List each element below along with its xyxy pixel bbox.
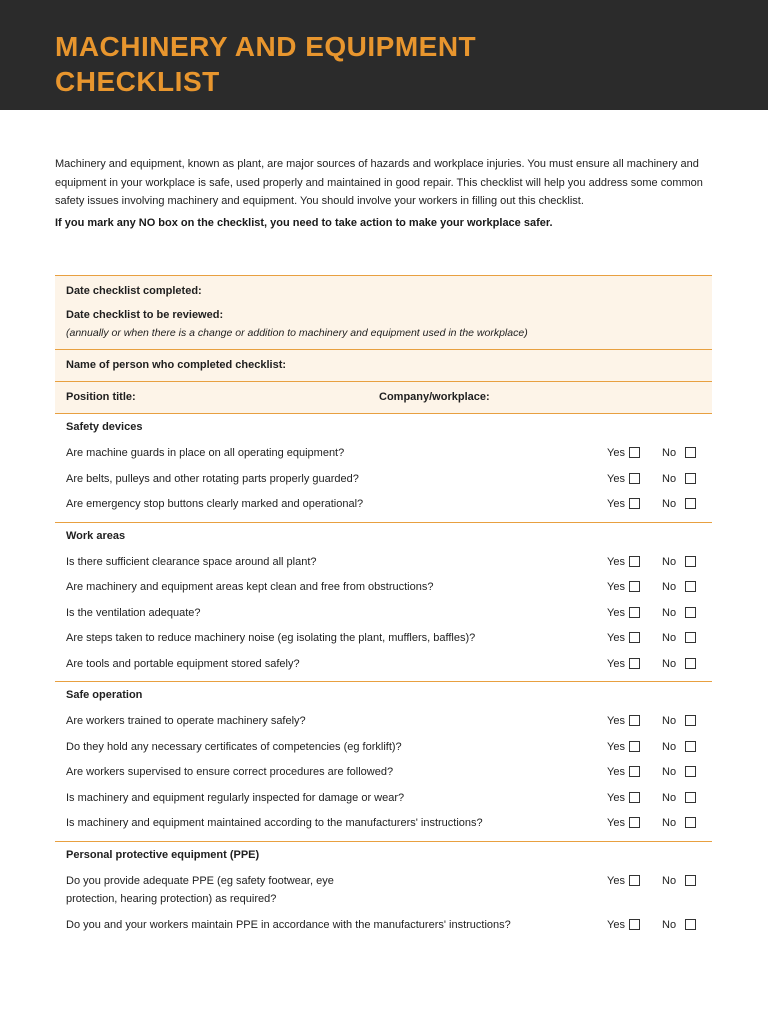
section-work-areas xyxy=(55,523,712,683)
question-text: Do you provide adequate PPE (eg safety footwear, eye protection, hearing protection) as required? xyxy=(66,874,334,905)
question-row xyxy=(55,550,712,576)
no-label: No xyxy=(662,632,677,644)
yes-label: Yes xyxy=(607,498,625,510)
name-label: Name of person who completed checklist: xyxy=(66,359,287,371)
yes-label: Yes xyxy=(607,657,625,670)
no-checkbox[interactable] xyxy=(685,766,696,777)
no-label: No xyxy=(662,766,677,778)
yes-label: Yes xyxy=(607,766,625,778)
question-text: Are machinery and equipment areas kept clean and free from obstructions? xyxy=(66,581,434,593)
yes-label: Yes xyxy=(607,874,625,887)
info-position xyxy=(55,382,712,414)
no-checkbox[interactable] xyxy=(685,581,696,592)
yes-label: Yes xyxy=(607,447,625,459)
yes-checkbox[interactable] xyxy=(629,766,640,777)
no-label: No xyxy=(662,817,677,829)
no-checkbox[interactable] xyxy=(685,875,696,886)
yes-checkbox[interactable] xyxy=(629,875,640,886)
no-checkbox[interactable] xyxy=(685,741,696,752)
section-safety-devices xyxy=(55,414,712,523)
no-checkbox[interactable] xyxy=(685,498,696,509)
info-dates xyxy=(55,276,712,350)
no-label: No xyxy=(662,447,677,459)
yes-checkbox[interactable] xyxy=(629,792,640,803)
question-row xyxy=(55,869,712,913)
no-checkbox[interactable] xyxy=(685,607,696,618)
question-row xyxy=(55,626,712,652)
yes-label: Yes xyxy=(607,817,625,829)
question-text: Are workers trained to operate machinery safely? xyxy=(66,715,306,727)
no-label: No xyxy=(662,918,677,931)
yes-checkbox[interactable] xyxy=(629,556,640,567)
yes-checkbox[interactable] xyxy=(629,607,640,618)
no-checkbox[interactable] xyxy=(685,447,696,458)
info-name xyxy=(55,350,712,382)
yes-label: Yes xyxy=(607,632,625,644)
section-title: Personal protective equipment (PPE) xyxy=(66,848,260,861)
question-row xyxy=(55,467,712,493)
yes-label: Yes xyxy=(607,918,625,931)
yes-checkbox[interactable] xyxy=(629,715,640,726)
question-text: Is machinery and equipment regularly inspected for damage or wear? xyxy=(66,791,405,804)
no-checkbox[interactable] xyxy=(685,715,696,726)
yes-label: Yes xyxy=(607,740,625,753)
question-row xyxy=(55,575,712,601)
no-checkbox[interactable] xyxy=(685,658,696,669)
title-line-1: MACHINERY AND EQUIPMENT xyxy=(55,31,477,62)
checklist-table xyxy=(55,275,712,942)
section-title: Work areas xyxy=(66,529,126,542)
yes-checkbox[interactable] xyxy=(629,498,640,509)
question-text: Is the ventilation adequate? xyxy=(66,606,201,619)
no-checkbox[interactable] xyxy=(685,792,696,803)
question-text: Are tools and portable equipment stored safely? xyxy=(66,657,300,670)
question-row xyxy=(55,709,712,735)
question-text: Are belts, pulleys and other rotating parts properly guarded? xyxy=(66,472,359,485)
question-row xyxy=(55,652,712,678)
question-text: Are machine guards in place on all operating equipment? xyxy=(66,447,345,459)
yes-checkbox[interactable] xyxy=(629,473,640,484)
yes-label: Yes xyxy=(607,715,625,727)
question-text: Do you and your workers maintain PPE in accordance with the manufacturers' instructions? xyxy=(66,918,511,931)
question-text: Is machinery and equipment maintained according to the manufacturers' instructions? xyxy=(66,817,483,829)
no-checkbox[interactable] xyxy=(685,919,696,930)
company-label: Company/workplace: xyxy=(379,391,490,403)
yes-checkbox[interactable] xyxy=(629,581,640,592)
no-checkbox[interactable] xyxy=(685,473,696,484)
question-row xyxy=(55,492,712,518)
no-label: No xyxy=(662,498,677,510)
date-reviewed-label: Date checklist to be reviewed: xyxy=(66,309,224,321)
question-row xyxy=(55,735,712,761)
section-title: Safe operation xyxy=(66,689,143,701)
question-text: Do they hold any necessary certificates of competencies (eg forklift)? xyxy=(66,740,402,753)
no-label: No xyxy=(662,715,677,727)
no-label: No xyxy=(662,657,677,670)
no-checkbox[interactable] xyxy=(685,632,696,643)
no-label: No xyxy=(662,555,677,568)
question-text: Are emergency stop buttons clearly marked and operational? xyxy=(66,498,364,510)
no-label: No xyxy=(662,581,677,593)
no-label: No xyxy=(662,791,677,804)
question-row xyxy=(55,913,712,939)
yes-label: Yes xyxy=(607,555,625,568)
yes-checkbox[interactable] xyxy=(629,632,640,643)
no-label: No xyxy=(662,472,677,485)
question-text: Is there sufficient clearance space around all plant? xyxy=(66,555,317,568)
yes-checkbox[interactable] xyxy=(629,741,640,752)
title-line-2: CHECKLIST xyxy=(55,66,220,97)
date-completed-label: Date checklist completed: xyxy=(66,285,202,297)
question-row xyxy=(55,601,712,627)
yes-checkbox[interactable] xyxy=(629,919,640,930)
question-row xyxy=(55,786,712,812)
yes-label: Yes xyxy=(607,472,625,485)
no-label: No xyxy=(662,874,677,887)
question-text: Are steps taken to reduce machinery noise (eg isolating the plant, mufflers, baffles)? xyxy=(66,632,476,644)
question-row xyxy=(55,441,712,467)
question-text: Are workers supervised to ensure correct procedures are followed? xyxy=(66,766,394,778)
yes-label: Yes xyxy=(607,791,625,804)
header-banner xyxy=(0,0,768,110)
position-label: Position title: xyxy=(66,391,136,403)
section-safe-operation xyxy=(55,682,712,842)
no-label: No xyxy=(662,740,677,753)
yes-checkbox[interactable] xyxy=(629,817,640,828)
question-row xyxy=(55,760,712,786)
intro-paragraph: Machinery and equipment, known as plant, are major sources of hazards and workplace injuries. You must ensure all machinery and equipment in your workplace is safe, used properly and maintained in good repair. This checklist will help you address some common safety issues involving machinery and equipment. You should involve your workers in filling out this checklist. xyxy=(55,158,703,207)
question-row xyxy=(55,811,712,837)
page-title xyxy=(55,29,476,99)
warning-text: If you mark any NO box on the checklist, you need to take action to make your workplace safer. xyxy=(55,217,553,229)
review-note: (annually or when there is a change or addition to machinery and equipment used in the workplace) xyxy=(66,327,528,339)
no-label: No xyxy=(662,606,677,619)
section-title: Safety devices xyxy=(66,421,143,433)
yes-label: Yes xyxy=(607,581,625,593)
yes-checkbox[interactable] xyxy=(629,658,640,669)
section-ppe xyxy=(55,842,712,943)
no-checkbox[interactable] xyxy=(685,556,696,567)
yes-checkbox[interactable] xyxy=(629,447,640,458)
no-checkbox[interactable] xyxy=(685,817,696,828)
yes-label: Yes xyxy=(607,606,625,619)
